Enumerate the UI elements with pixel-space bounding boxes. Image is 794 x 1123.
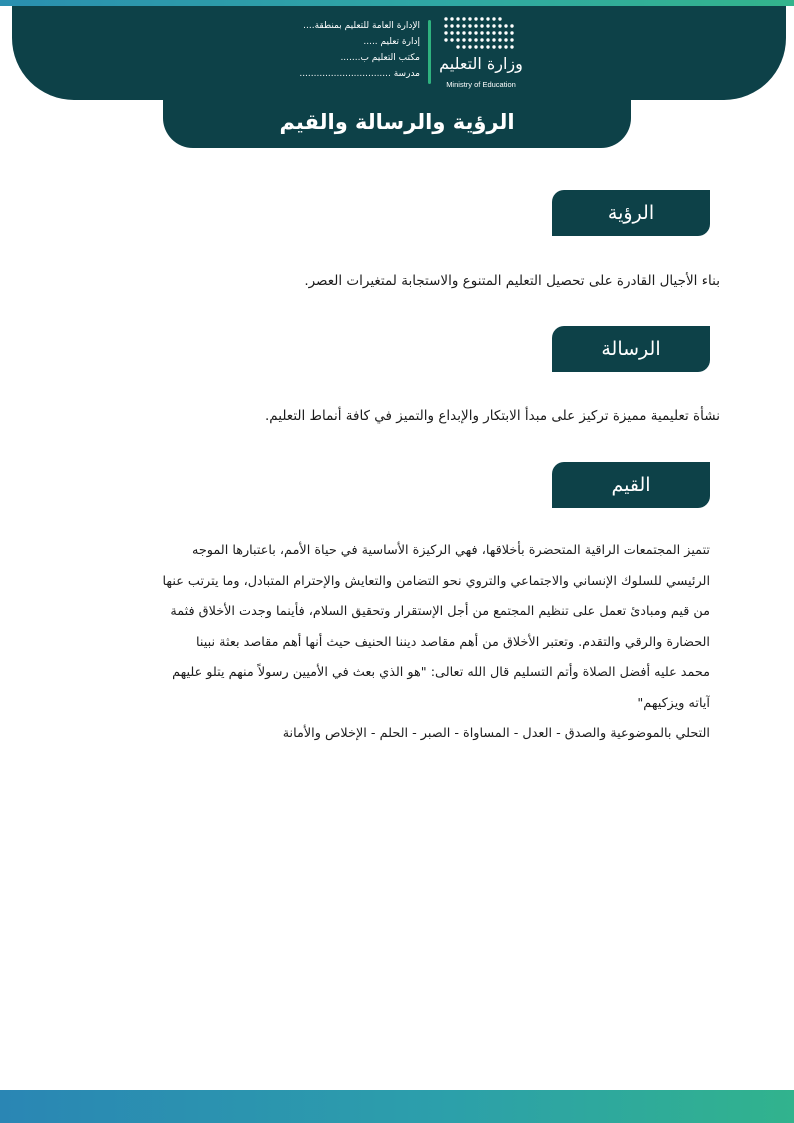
vision-heading: الرؤية (552, 190, 710, 236)
ministry-logo-english: Ministry of Education (446, 80, 516, 89)
mission-text: نشأة تعليمية مميزة تركيز على مبدأ الابتكار والإبداع والتميز في كافة أنماط التعليم. (264, 408, 720, 424)
values-line: الحضارة والرقي والتقدم. وتعتبر الأخلاق من أهم مقاصد ديننا الحنيف حيث أنها أهم مقاصد بعثة نبينا (196, 634, 710, 650)
values-line: الرئيسي للسلوك الإنساني والاجتماعي والتروي نحو التضامن والتعايش والإحترام المتبادل، وما يترتب عنها (162, 573, 710, 589)
ministry-logo-icon (440, 14, 520, 54)
page-title: الرؤية والرسالة والقيم (279, 110, 515, 134)
values-line: محمد عليه أفضل الصلاة وأتم التسليم قال الله تعالى: "هو الذي بعث في الأميين رسولاً منهم يتلو عليهم (172, 665, 710, 680)
admin-line-school: مدرسة ................................ (299, 69, 420, 79)
mission-heading: الرسالة (552, 326, 710, 372)
values-list-line: التحلي بالموضوعية والصدق - العدل - المساواة - الصبر - الحلم - الإخلاص والأمانة (282, 726, 710, 741)
values-line: تتميز المجتمعات الراقية المتحضرة بأخلاقها، فهي الركيزة الأساسية في حياة الأمم، باعتبارها الموجه (192, 543, 710, 558)
values-line: من قيم ومبادئ تعمل على تنظيم المجتمع من أجل الإستقرار وتحقيق السلام، فأينما وجدت الأخلاق فثمة (170, 604, 710, 619)
logo-divider (428, 20, 431, 84)
bottom-accent-bar (0, 1090, 794, 1123)
admin-line-region: الإدارة العامة للتعليم بمنطقة.... (303, 21, 420, 31)
ministry-logo-arabic: وزارة التعليم (439, 54, 523, 73)
administration-info (250, 18, 420, 82)
values-paragraph (74, 536, 710, 750)
values-heading: القيم (552, 462, 710, 508)
values-line: آياته ويزكيهم" (637, 695, 710, 711)
admin-line-office: مكتب التعليم ب....... (340, 53, 420, 63)
admin-line-department: إدارة تعليم ..... (363, 37, 420, 47)
vision-text: بناء الأجيال القادرة على تحصيل التعليم المتنوع والاستجابة لمتغيرات العصر. (304, 273, 720, 289)
